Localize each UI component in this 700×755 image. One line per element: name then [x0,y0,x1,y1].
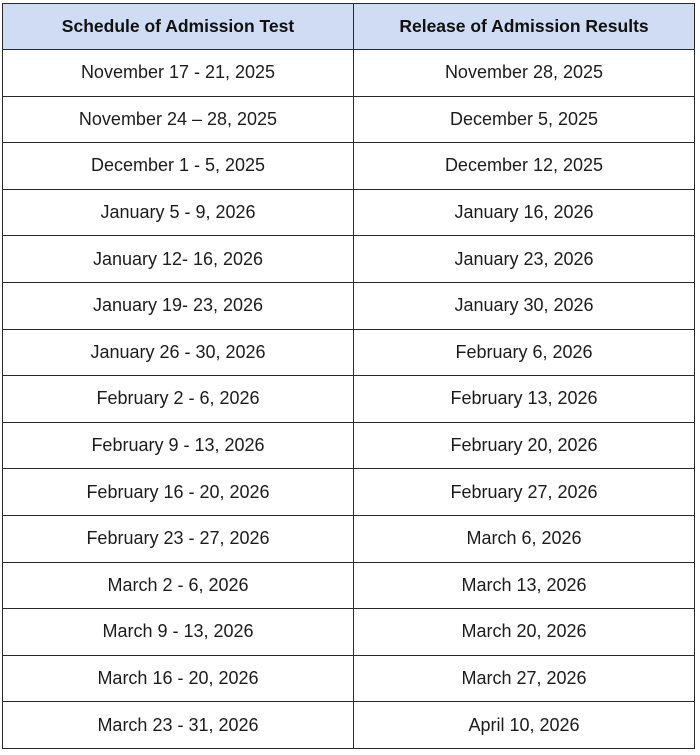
table-row [3,469,695,516]
result-date-cell: March 13, 2026 [354,562,695,609]
table-row [3,96,695,143]
result-date-cell: March 20, 2026 [354,609,695,656]
result-date-cell: December 12, 2025 [354,143,695,190]
table-row [3,50,695,97]
result-date-cell: February 6, 2026 [354,329,695,376]
test-date-cell: November 24 – 28, 2025 [3,96,354,143]
table-row [3,609,695,656]
table-row [3,282,695,329]
result-date-cell: March 6, 2026 [354,515,695,562]
table-row [3,655,695,702]
test-date-cell: January 12- 16, 2026 [3,236,354,283]
test-date-cell: March 9 - 13, 2026 [3,609,354,656]
table-header [3,4,695,50]
table-row [3,515,695,562]
table-row [3,236,695,283]
table-row [3,562,695,609]
test-date-cell: February 23 - 27, 2026 [3,515,354,562]
test-date-cell: February 9 - 13, 2026 [3,422,354,469]
result-date-cell: April 10, 2026 [354,702,695,749]
test-date-cell: November 17 - 21, 2025 [3,50,354,97]
table-row [3,422,695,469]
table-row [3,329,695,376]
table-row [3,189,695,236]
result-date-cell: December 5, 2025 [354,96,695,143]
test-date-cell: February 2 - 6, 2026 [3,376,354,423]
table-row [3,143,695,190]
result-date-cell: February 20, 2026 [354,422,695,469]
header-row [3,4,695,50]
result-date-cell: January 16, 2026 [354,189,695,236]
column-header-test-schedule: Schedule of Admission Test [3,4,354,50]
test-date-cell: January 26 - 30, 2026 [3,329,354,376]
result-date-cell: March 27, 2026 [354,655,695,702]
result-date-cell: February 27, 2026 [354,469,695,516]
test-date-cell: January 5 - 9, 2026 [3,189,354,236]
result-date-cell: January 30, 2026 [354,282,695,329]
result-date-cell: November 28, 2025 [354,50,695,97]
test-date-cell: January 19- 23, 2026 [3,282,354,329]
table-row [3,702,695,749]
test-date-cell: March 16 - 20, 2026 [3,655,354,702]
result-date-cell: January 23, 2026 [354,236,695,283]
test-date-cell: December 1 - 5, 2025 [3,143,354,190]
test-date-cell: February 16 - 20, 2026 [3,469,354,516]
table-body [3,50,695,749]
column-header-results-release: Release of Admission Results [354,4,695,50]
test-date-cell: March 23 - 31, 2026 [3,702,354,749]
table-row [3,376,695,423]
test-date-cell: March 2 - 6, 2026 [3,562,354,609]
admission-schedule-table [2,3,695,749]
result-date-cell: February 13, 2026 [354,376,695,423]
